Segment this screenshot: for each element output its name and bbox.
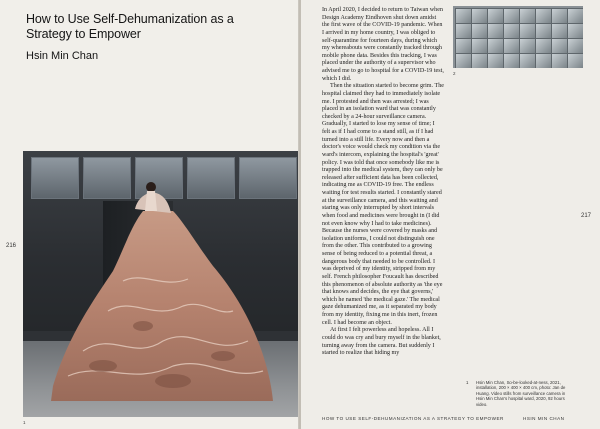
figure-caption: Hsin Min Chan, So-be-looked-at-ness, 2021, installation, 200 × 400 × 400 cm, photo: Jan de Huang. Video stills from surveillance camera in Hsin Min Chan's hospital ward, 2020, 92 hours video. — [476, 380, 566, 407]
caption-number: 1 — [466, 380, 469, 385]
paragraph: Then the situation started to become grim. The hospital claimed they had to immediately isolate me. I protested and then was arrested; I was placed in an isolation ward that was constantly checked by a 24-hour surveillance camera. Gradually, I started to lose my sense of time; I felt as if I had come to a stand still, as if I had turned into a still life. Every now and then a doctor's voice would check my condition via the ward's intercom, explaining the hospital's 'great' policy. I was told that once somebody like me is trapped into the medical system, they can only be released after sufficient data has been collected, indicating me as COVID-19 free. The endless waiting for test results started. I constantly stared at the surveillance camera, and this waiting and staring was only interrupted by short intervals when food and medicines were brought in (I did not even know why I had to take medicines). Because the nurses were covered by masks and isolation uniforms, I could not distinguish one from the other. This contributed to a growing sense of being reduced to a potential threat, a dangerous body that needed to be controlled. I was deprived of my identity, stripped from my self. French philosopher Foucault has described this phenomenon of absolute authority as 'the eye that knows and decides, the eye that governs,' which he named 'the medical gaze.' The medical gaze dehumanized me, as it separated my body from my identity, fixing me in this inert, frozen cell. I had become an object. — [322, 83, 444, 326]
body-text — [322, 7, 444, 358]
running-footer-author: HSIN MIN CHAN — [523, 416, 565, 421]
installation-photo — [23, 151, 299, 417]
surveillance-video-stills — [453, 6, 583, 68]
figure-marker-left: 1 — [23, 420, 26, 425]
article-author: Hsin Min Chan — [26, 50, 99, 62]
figure-marker-right: 2 — [453, 71, 456, 76]
paragraph: At first I felt powerless and hopeless. All I could do was cry and bury myself in the blanket, turning away from the camera. But suddenly I started to realize that hiding my — [322, 327, 441, 357]
page-number-right: 217 — [581, 213, 592, 219]
article-title: How to Use Self-Dehumanization as a Strategy to Empower — [26, 12, 234, 41]
running-footer-title: HOW TO USE SELF-DEHUMANIZATION AS A STRATEGY TO EMPOWER — [322, 416, 504, 421]
dress-sculpture-illustration — [23, 151, 299, 417]
left-page — [0, 0, 299, 429]
page-number-left: 216 — [6, 243, 17, 249]
paragraph: In April 2020, I decided to return to Taiwan when Design Academy Eindhoven shut down amidst the first wave of the COVID-19 pandemic. When I arrived in my home country, I was obliged to self-quarantine for fourteen days, during which my whereabouts were constantly tracked through mobile phone data. Besides this tracking, I was placed under the authority of a supervisor who advised me to go to hospital for a COVID-19 test, which I did. — [322, 7, 444, 82]
